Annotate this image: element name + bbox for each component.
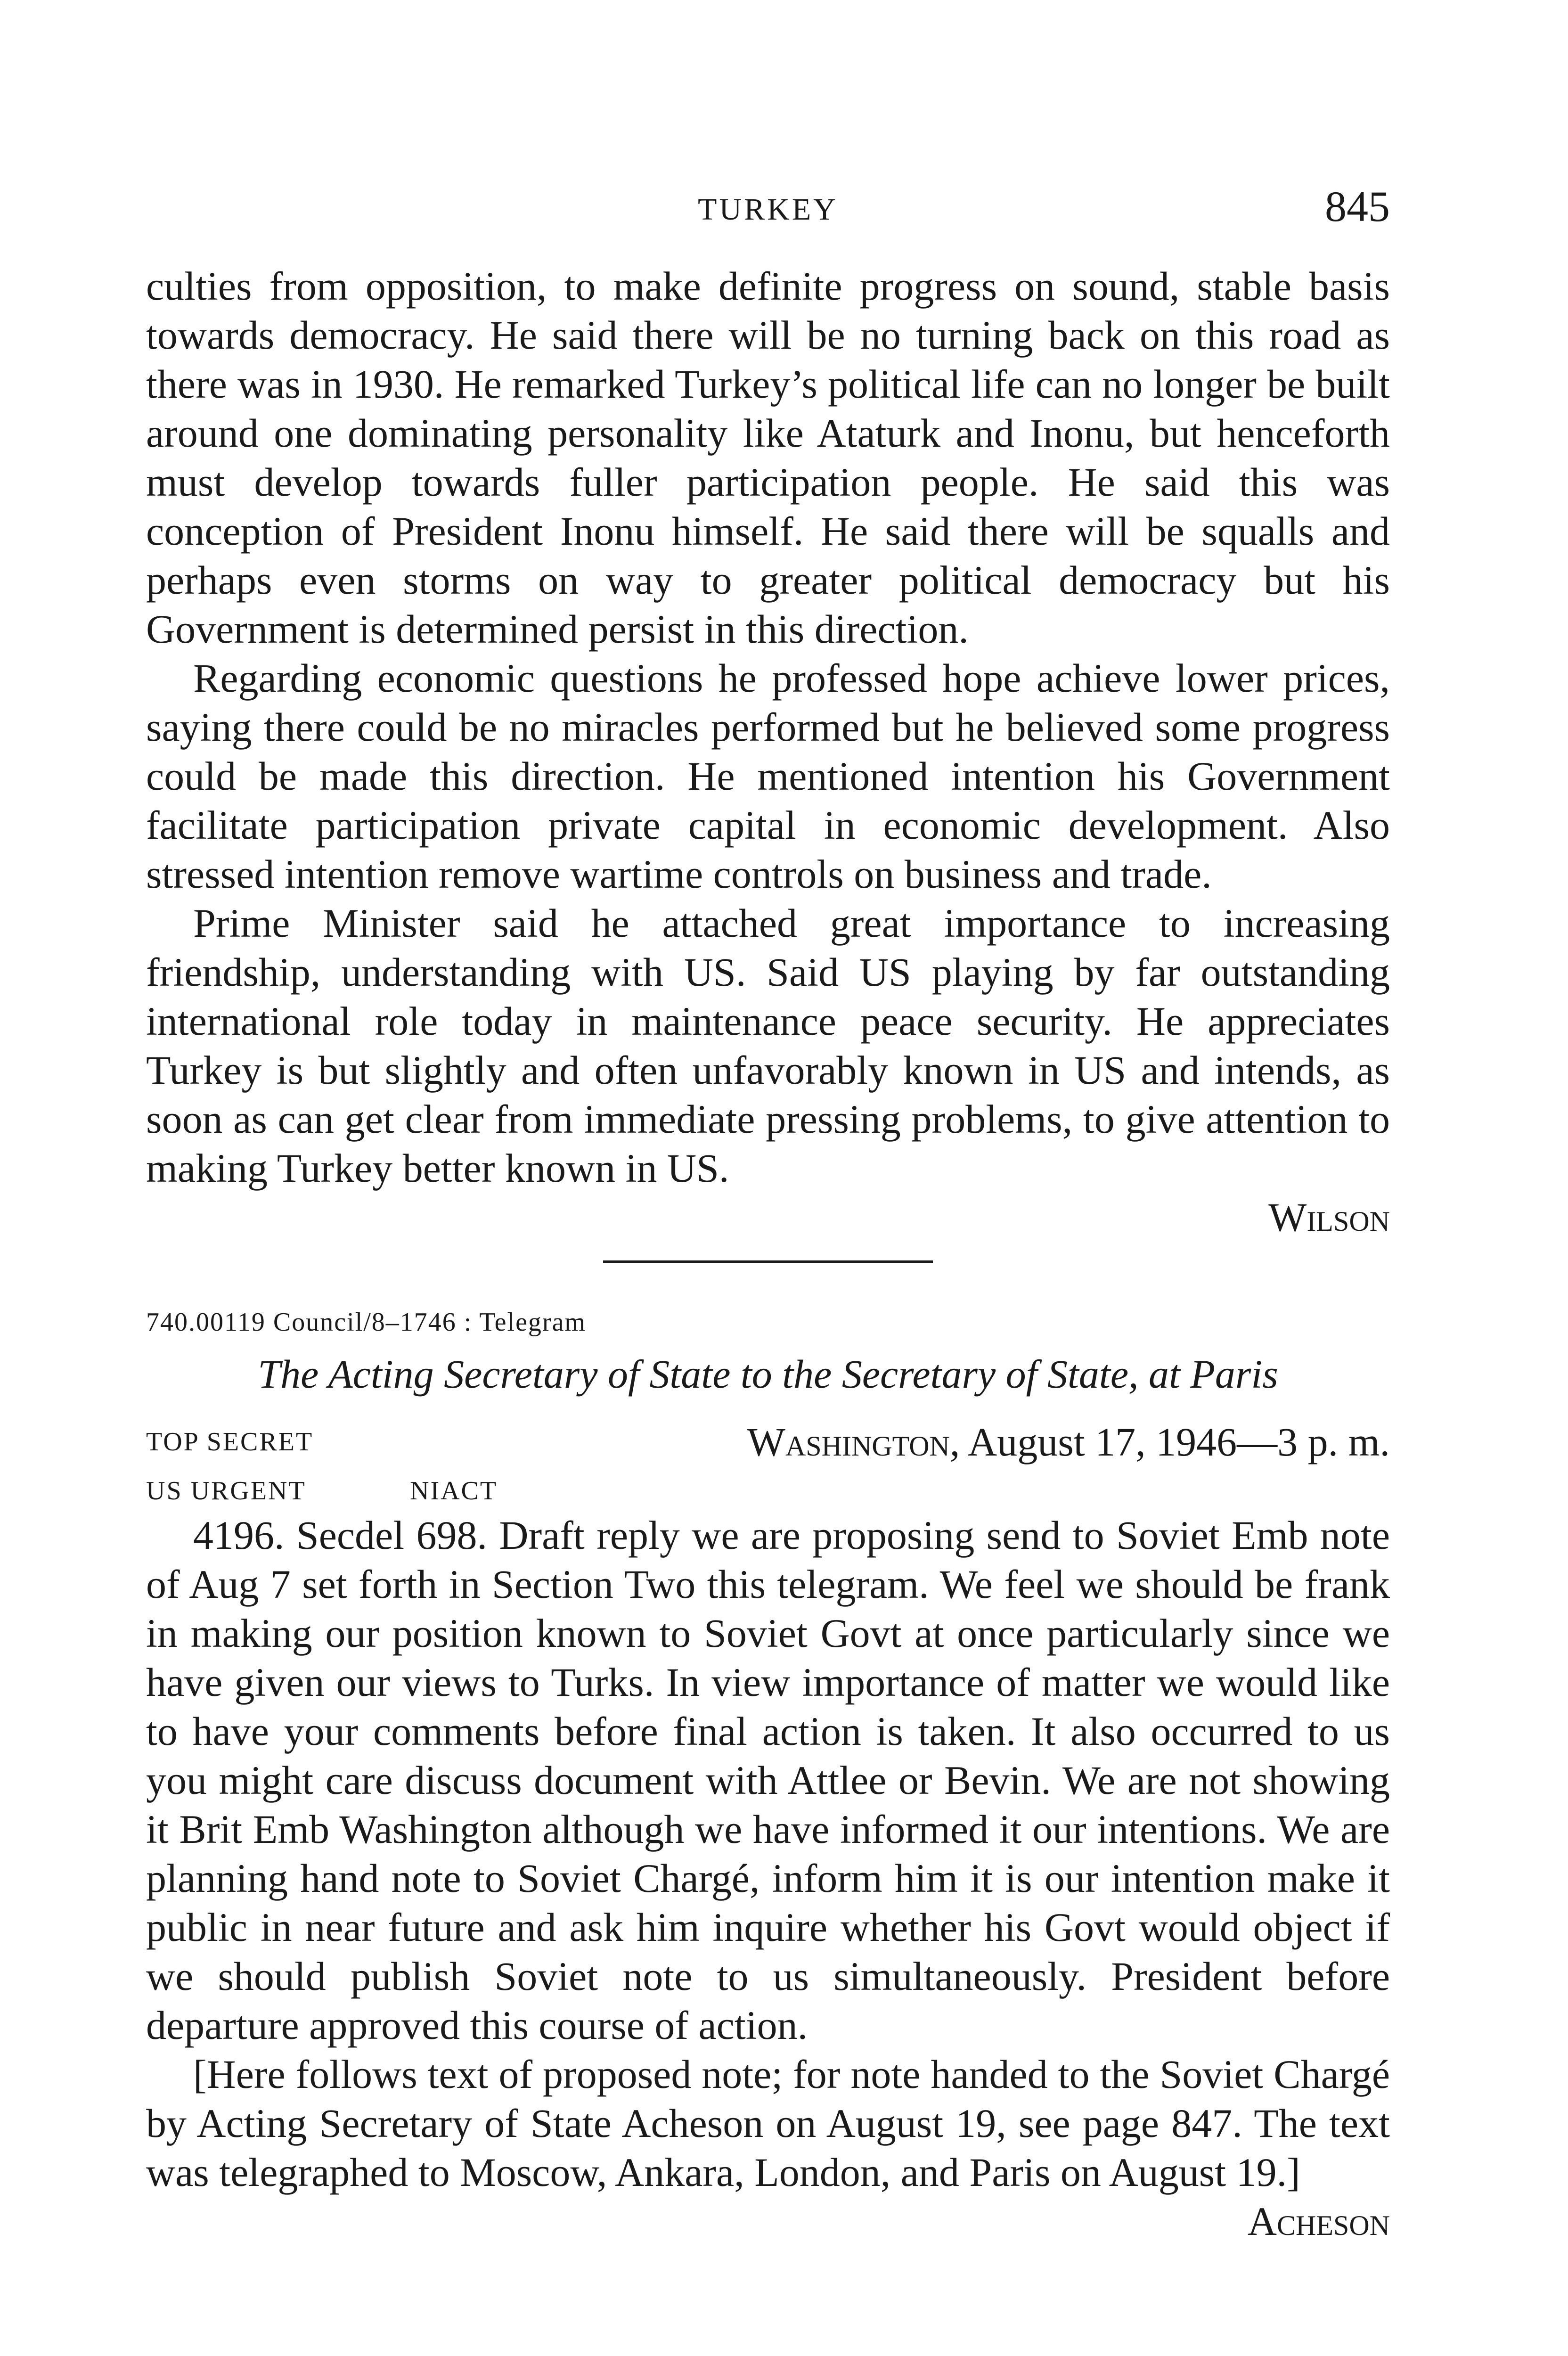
file-reference: 740.00119 Council/8–1746 : Telegram (146, 1308, 586, 1337)
running-title: TURKEY (698, 192, 838, 227)
continuation-paragraph-2: Regarding economic questions he professed hope achieve lower prices, saying there could be no miracles performed but he believed some progress could be made this direction. He mentioned intention his Government facilitate participation private capital in economic development. Also stressed intention remove wartime controls on business and trade. (146, 655, 1390, 897)
classification-row (146, 1465, 1390, 1511)
dateline-row (146, 1416, 1390, 1465)
dateline-date: , August 17, 1946—3 p. m. (949, 1419, 1390, 1464)
running-head (146, 181, 1390, 238)
signature-acheson: Acheson (1247, 2199, 1390, 2244)
section-divider (603, 1260, 933, 1263)
classification-top-secret: TOP SECRET (146, 1427, 314, 1456)
continuation-paragraph-3: Prime Minister said he attached great importance to increasing friendship, understanding with US. Said US playing by far outstanding international role today in maintenance peace security. He appreciates Turkey is but slightly and often unfavorably known in US and intends, as soon as can get clear from immediate pressing problems, to give attention to making Turkey better known in US. (146, 900, 1390, 1191)
telegram-paragraph-1: 4196. Secdel 698. Draft reply we are proposing send to Soviet Emb note of Aug 7 set forth in Section Two this telegram. We feel we should be frank in making our position known to Soviet Govt at once particularly since we have given our views to Turks. In view importance of matter we would like to have your comments before final action is taken. It also occurred to us you might care discuss document with Attlee or Bevin. We are not showing it Brit Emb Washington although we have informed it our intentions. We are planning hand note to Soviet Chargé, inform him it is our intention make it public in near future and ask him inquire whether his Govt would object if we should publish Soviet note to us simultaneously. President before departure approved this course of action. (146, 1513, 1390, 2048)
signature-wilson: Wilson (1268, 1194, 1390, 1240)
telegram-paragraph-2: [Here follows text of proposed note; for note handed to the Soviet Chargé by Acting Secretary of State Acheson on August 19, see page 847. The text was telegraphed to Moscow, Ankara, London, and Paris on August 19.] (146, 2052, 1390, 2195)
document-title: The Acting Secretary of State to the Secretary of State, at Paris (258, 1351, 1278, 1397)
dateline (747, 1418, 1390, 1465)
dateline-place: Washington (747, 1419, 950, 1464)
classification-us-urgent: US URGENT (146, 1476, 306, 1505)
page-body (146, 262, 1390, 2246)
continuation-paragraph-1: culties from opposition, to make definite progress on sound, stable basis towards democracy. He said there will be no turning back on this road as there was in 1930. He remarked Turkey’s political life can no longer be built around one dominating personality like Ataturk and Inonu, but henceforth must develop towards fuller participation people. He said this was conception of President Inonu himself. He said there will be squalls and perhaps even storms on way to greater political democracy but his Government is determined persist in this direction. (146, 263, 1390, 652)
page-number: 845 (1325, 182, 1390, 230)
classification-niact: NIACT (410, 1476, 498, 1505)
